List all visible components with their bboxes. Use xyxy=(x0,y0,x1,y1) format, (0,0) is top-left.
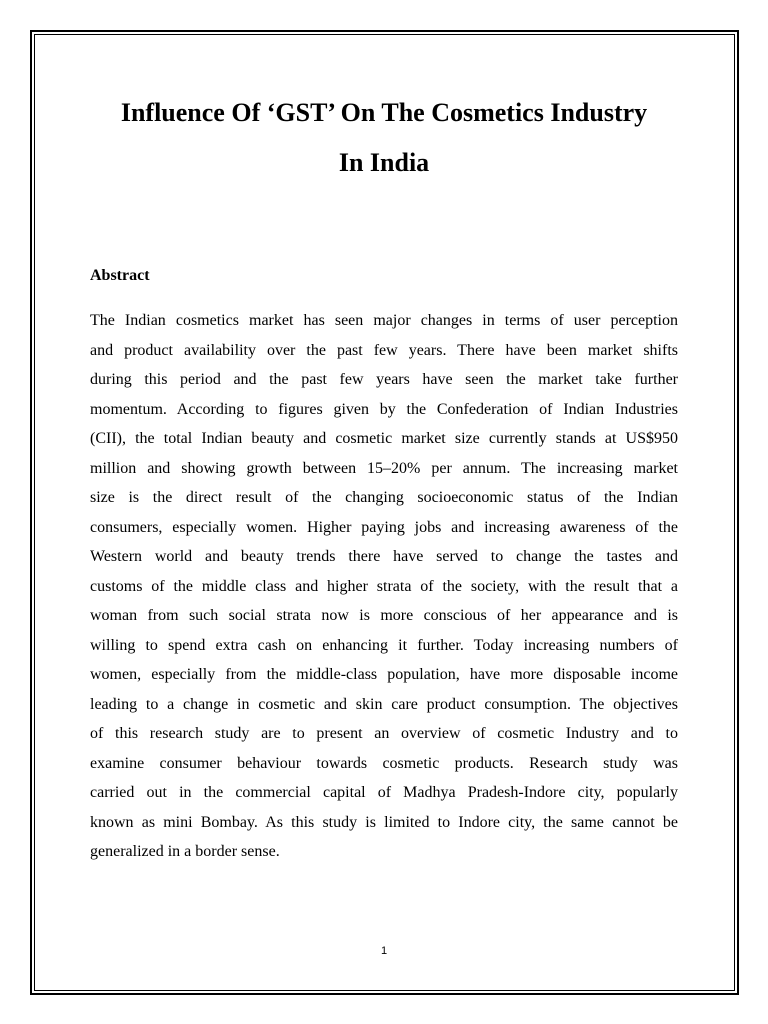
abstract-line: during this period and the past few years have seen the market take further xyxy=(90,371,678,388)
document-title xyxy=(60,88,708,188)
title-line-1: Influence Of ‘GST’ On The Cosmetics Industry xyxy=(120,98,648,127)
abstract-line: customs of the middle class and higher strata of the society, with the result that a xyxy=(90,577,678,595)
abstract-line: consumers, especially women. Higher paying jobs and increasing awareness of the xyxy=(90,518,678,536)
abstract-paragraph xyxy=(90,306,678,867)
abstract-line: known as mini Bombay. As this study is limited to Indore city, the same cannot be xyxy=(90,813,678,831)
abstract-line: examine consumer behaviour towards cosmetic products. Research study was xyxy=(90,754,678,772)
abstract-line: carried out in the commercial capital of Madhya Pradesh-Indore city, popularly xyxy=(90,784,678,801)
abstract-line: leading to a change in cosmetic and skin care product consumption. The objectives xyxy=(90,695,678,713)
abstract-line: generalized in a border sense. xyxy=(90,843,280,860)
abstract-line: and product availability over the past few years. There have been market shifts xyxy=(90,341,678,359)
abstract-line: woman from such social strata now is more conscious of her appearance and is xyxy=(90,607,678,624)
abstract-line: (CII), the total Indian beauty and cosmetic market size currently stands at US$950 xyxy=(90,430,678,447)
abstract-line: size is the direct result of the changing socioeconomic status of the Indian xyxy=(90,489,678,506)
abstract-line: women, especially from the middle-class population, have more disposable income xyxy=(90,666,678,683)
abstract-line: willing to spend extra cash on enhancing it further. Today increasing numbers of xyxy=(90,636,678,654)
abstract-line: The Indian cosmetics market has seen major changes in terms of user perception xyxy=(90,312,678,329)
abstract-line: of this research study are to present an overview of cosmetic Industry and to xyxy=(90,725,678,742)
page-number: 1 xyxy=(380,945,388,957)
abstract-line: million and showing growth between 15–20% per annum. The increasing market xyxy=(90,459,678,477)
title-line-2: In India xyxy=(338,148,430,177)
abstract-line: Western world and beauty trends there have served to change the tastes and xyxy=(90,548,678,565)
abstract-heading: Abstract xyxy=(90,267,150,284)
abstract-line: momentum. According to figures given by the Confederation of Indian Industries xyxy=(90,400,678,418)
